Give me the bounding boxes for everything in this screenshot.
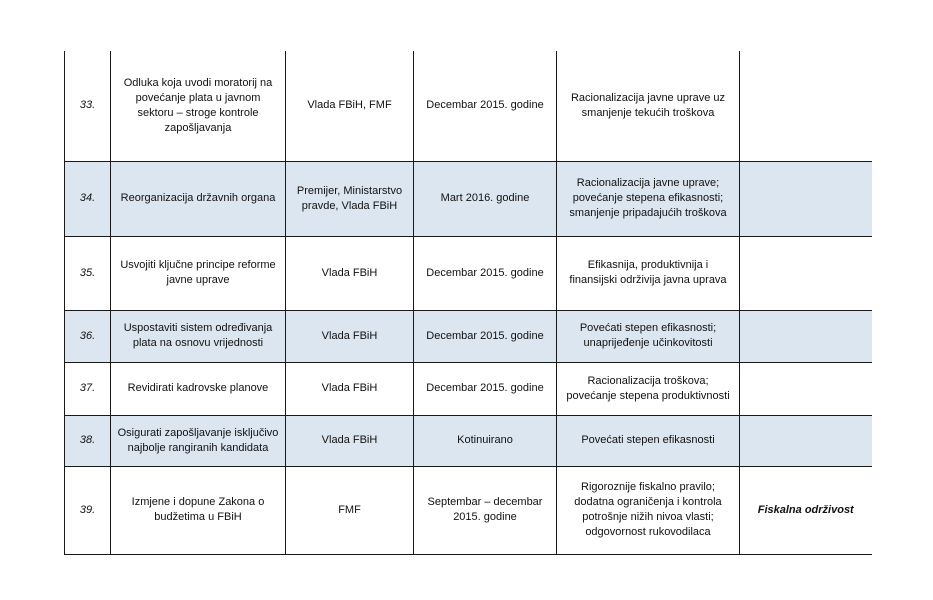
responsible-cell: Vlada FBiH <box>286 362 414 415</box>
deadline-cell: Decembar 2015. godine <box>414 51 557 161</box>
measure-cell: Uspostaviti sistem određivanja plata na osnovu vrijednosti <box>111 310 286 362</box>
area-cell <box>740 236 872 310</box>
area-cell <box>740 161 872 236</box>
deadline-cell: Septembar – decembar 2015. godine <box>414 466 557 554</box>
goal-cell: Povećati stepen efikasnosti <box>557 415 740 466</box>
responsible-cell: Vlada FBiH <box>286 310 414 362</box>
responsible-cell: FMF <box>286 466 414 554</box>
area-cell <box>740 362 872 415</box>
measure-cell: Usvojiti ključne principe reforme javne uprave <box>111 236 286 310</box>
table-row <box>65 415 872 466</box>
row-number: 39. <box>65 466 111 554</box>
responsible-cell: Premijer, Ministarstvo pravde, Vlada FBiH <box>286 161 414 236</box>
table-row <box>65 161 872 236</box>
row-number: 36. <box>65 310 111 362</box>
goal-cell: Povećati stepen efikasnosti; unaprijeđenje učinkovitosti <box>557 310 740 362</box>
responsible-cell: Vlada FBiH, FMF <box>286 51 414 161</box>
measure-cell: Izmjene i dopune Zakona o budžetima u FBiH <box>111 466 286 554</box>
goal-cell: Racionalizacija javne uprave uz smanjenje tekućih troškova <box>557 51 740 161</box>
table-row <box>65 466 872 554</box>
area-cell <box>740 51 872 161</box>
measure-cell: Osigurati zapošljavanje isključivo najbolje rangiranih kandidata <box>111 415 286 466</box>
row-number: 37. <box>65 362 111 415</box>
deadline-cell: Decembar 2015. godine <box>414 236 557 310</box>
deadline-cell: Decembar 2015. godine <box>414 362 557 415</box>
row-number: 35. <box>65 236 111 310</box>
deadline-cell: Decembar 2015. godine <box>414 310 557 362</box>
table-row <box>65 362 872 415</box>
area-cell <box>740 310 872 362</box>
measure-cell: Reorganizacija državnih organa <box>111 161 286 236</box>
row-number: 34. <box>65 161 111 236</box>
measure-cell: Odluka koja uvodi moratorij na povećanje plata u javnom sektoru – stroge kontrole zapošljavanja <box>111 51 286 161</box>
area-cell <box>740 415 872 466</box>
responsible-cell: Vlada FBiH <box>286 415 414 466</box>
measure-cell: Revidirati kadrovske planove <box>111 362 286 415</box>
goal-cell: Racionalizacija javne uprave; povećanje stepena efikasnosti; smanjenje pripadajućih troškova <box>557 161 740 236</box>
row-number: 33. <box>65 51 111 161</box>
deadline-cell: Mart 2016. godine <box>414 161 557 236</box>
deadline-cell: Kotinuirano <box>414 415 557 466</box>
goal-cell: Efikasnija, produktivnija i finansijski održivija javna uprava <box>557 236 740 310</box>
table-row <box>65 310 872 362</box>
row-number: 38. <box>65 415 111 466</box>
area-cell: Fiskalna održivost <box>740 466 872 554</box>
goal-cell: Rigoroznije fiskalno pravilo; dodatna ograničenja i kontrola potrošnje nižih nivoa vlasti; odgovornost rukovodilaca <box>557 466 740 554</box>
table-row <box>65 236 872 310</box>
measures-table <box>64 51 872 555</box>
goal-cell: Racionalizacija troškova; povećanje stepena produktivnosti <box>557 362 740 415</box>
responsible-cell: Vlada FBiH <box>286 236 414 310</box>
table-row <box>65 51 872 161</box>
